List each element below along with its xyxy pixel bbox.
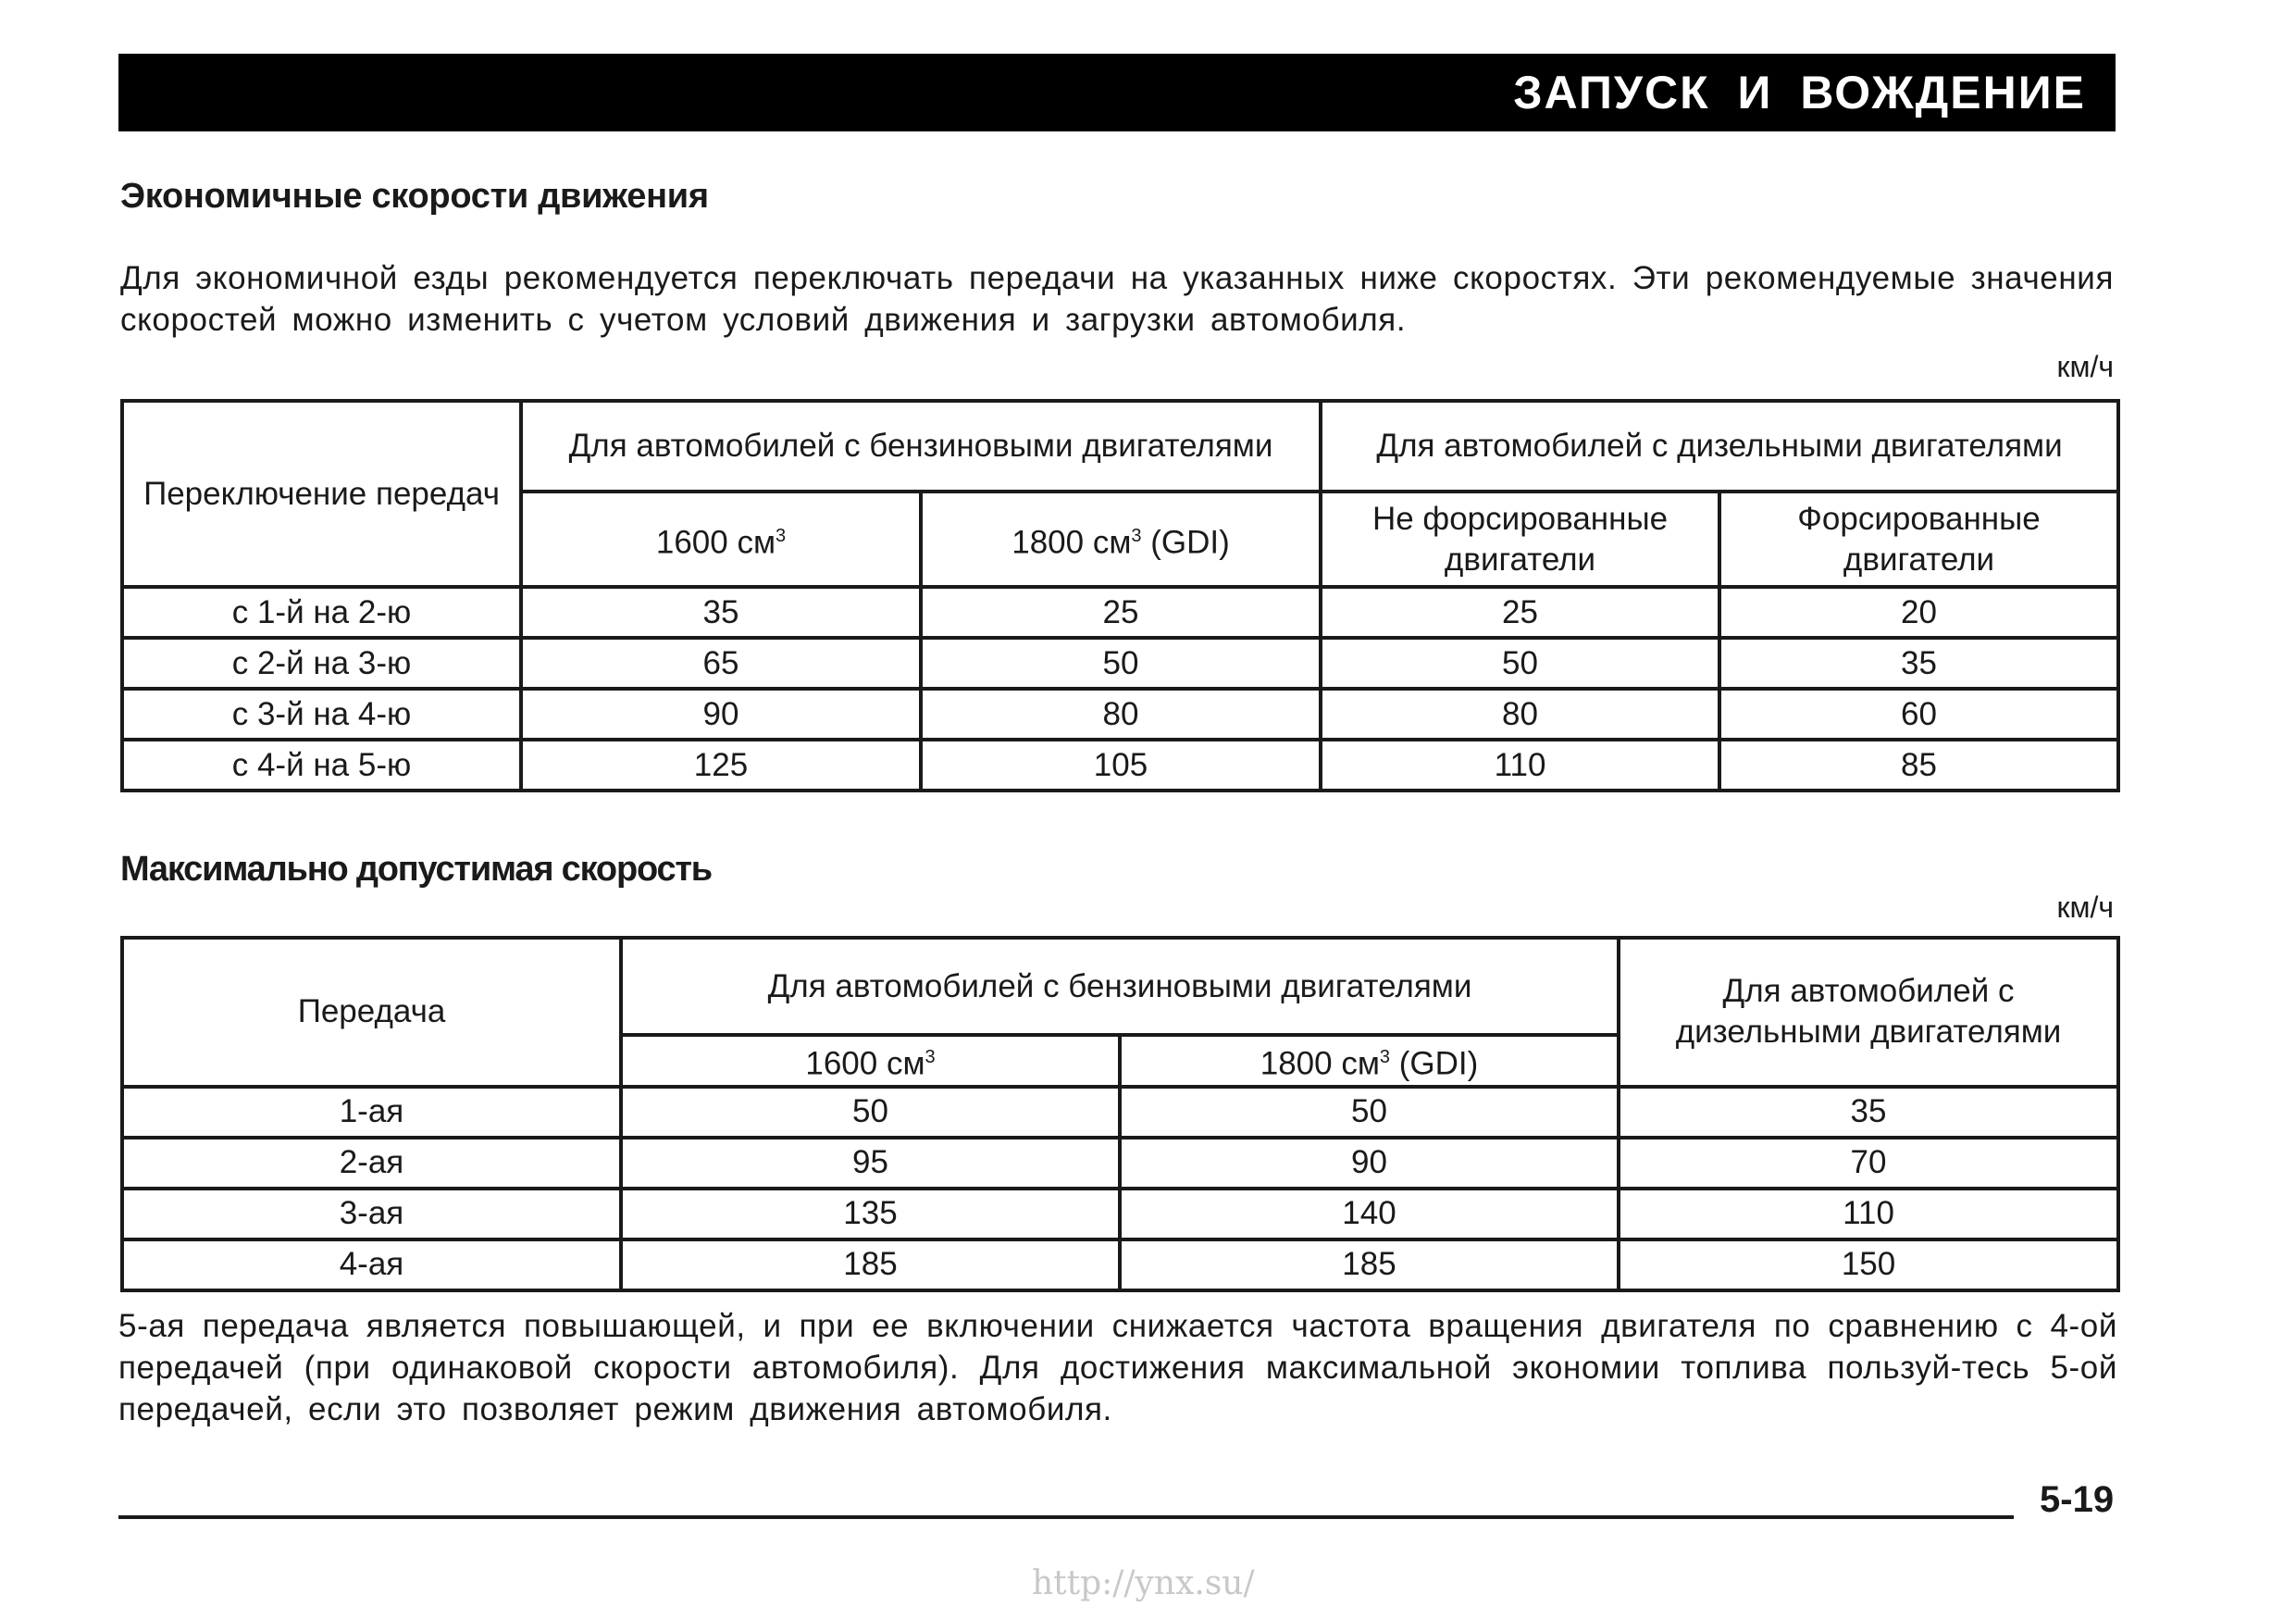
cell-p1800: 25: [921, 587, 1321, 638]
table-row: [122, 1138, 2118, 1189]
header-nonturbo: Не форсированные двигатели: [1321, 492, 1719, 587]
cell-p1600: 185: [621, 1239, 1120, 1290]
cell-gear: с 1-й на 2-ю: [122, 587, 521, 638]
table-row: [122, 587, 2118, 638]
section-title-economic-speeds: Экономичные скорости движения: [120, 177, 709, 216]
cell-diesel: 70: [1619, 1138, 2118, 1189]
fifth-gear-note: 5-ая передача является повышающей, и при ее включении снижается частота вращения двигателя по сравнению с 4-ой передачей (при одинаковой скорости автомобиля). Для достижения максимальной экономии топлива пользуй-тесь 5-ой передачей, если это позволяет режим движения автомобиля.: [118, 1308, 2117, 1427]
economic-speeds-table: [120, 399, 2120, 792]
header-group-petrol: Для автомобилей с бензиновыми двигателями: [521, 401, 1321, 492]
table-row: [122, 1087, 2118, 1138]
cell-diesel-turbo: 60: [1719, 689, 2118, 740]
header-1600cc: 1600 $см^3$: [621, 1035, 1120, 1087]
max-speed-table: [120, 936, 2120, 1292]
header-group-petrol: Для автомобилей с бензиновыми двигателями: [621, 938, 1619, 1035]
chapter-title: ЗАПУСК И ВОЖДЕНИЕ: [1513, 67, 2086, 118]
cell-diesel-turbo: 35: [1719, 638, 2118, 689]
cell-p1800: 90: [1120, 1138, 1619, 1189]
intro-paragraph: Для экономичной езды рекомендуется переключать передачи на указанных ниже скоростях. Эти рекомендуемые значения скоростей можно изменить с учетом условий движения и загрузки автомобиля.: [120, 260, 2114, 338]
unit-label-table1: км/ч: [2056, 350, 2114, 383]
cell-diesel: 110: [1619, 1189, 2118, 1239]
cell-diesel-nonturbo: 50: [1321, 638, 1719, 689]
header-1800cc-gdi: 1800 $см^3$ (GDI): [1120, 1035, 1619, 1087]
header-turbo: Форсированные двигатели: [1719, 492, 2118, 587]
cell-gear: с 4-й на 5-ю: [122, 740, 521, 791]
cell-diesel-turbo: 20: [1719, 587, 2118, 638]
cell-diesel-nonturbo: 80: [1321, 689, 1719, 740]
cell-p1600: 50: [621, 1087, 1120, 1138]
cell-p1800: 80: [921, 689, 1321, 740]
cell-p1600: 90: [521, 689, 921, 740]
section-title-max-speed: Максимально допустимая скорость: [120, 850, 712, 889]
table-row: [122, 1239, 2118, 1290]
table-row: [122, 1189, 2118, 1239]
cell-gear: с 3-й на 4-ю: [122, 689, 521, 740]
cell-p1600: 95: [621, 1138, 1120, 1189]
header-gear: Передача: [122, 938, 621, 1087]
cell-gear: 2-ая: [122, 1138, 621, 1189]
cell-diesel-nonturbo: 25: [1321, 587, 1719, 638]
header-1800cc-gdi: 1800 $см^3$ (GDI): [921, 492, 1321, 587]
cell-diesel-nonturbo: 110: [1321, 740, 1719, 791]
chapter-header-bar: [118, 54, 2116, 131]
table-row: [122, 689, 2118, 740]
cell-p1800: 50: [1120, 1087, 1619, 1138]
footer-divider: [118, 1515, 2014, 1519]
cell-diesel: 35: [1619, 1087, 2118, 1138]
cell-gear: 4-ая: [122, 1239, 621, 1290]
table-row: [122, 740, 2118, 791]
cell-p1600: 65: [521, 638, 921, 689]
cell-p1600: 125: [521, 740, 921, 791]
cell-diesel: 150: [1619, 1239, 2118, 1290]
header-group-diesel: Для автомобилей с дизельными двигателями: [1321, 401, 2118, 492]
watermark-url: http://ynx.su/: [1032, 1564, 1255, 1602]
cell-p1600: 135: [621, 1189, 1120, 1239]
cell-gear: с 2-й на 3-ю: [122, 638, 521, 689]
cell-p1600: 35: [521, 587, 921, 638]
cell-p1800: 105: [921, 740, 1321, 791]
header-group-diesel: Для автомобилей с дизельными двигателями: [1619, 938, 2118, 1087]
cell-gear: 3-ая: [122, 1189, 621, 1239]
cell-p1800: 185: [1120, 1239, 1619, 1290]
cell-gear: 1-ая: [122, 1087, 621, 1138]
page-number: 5-19: [2040, 1479, 2115, 1520]
cell-diesel-turbo: 85: [1719, 740, 2118, 791]
header-1600cc: 1600 $см^3$: [521, 492, 921, 587]
header-gear-shift: Переключение передач: [122, 401, 521, 587]
cell-p1800: 50: [921, 638, 1321, 689]
unit-label-table2: км/ч: [2056, 890, 2114, 924]
cell-p1800: 140: [1120, 1189, 1619, 1239]
table-row: [122, 638, 2118, 689]
